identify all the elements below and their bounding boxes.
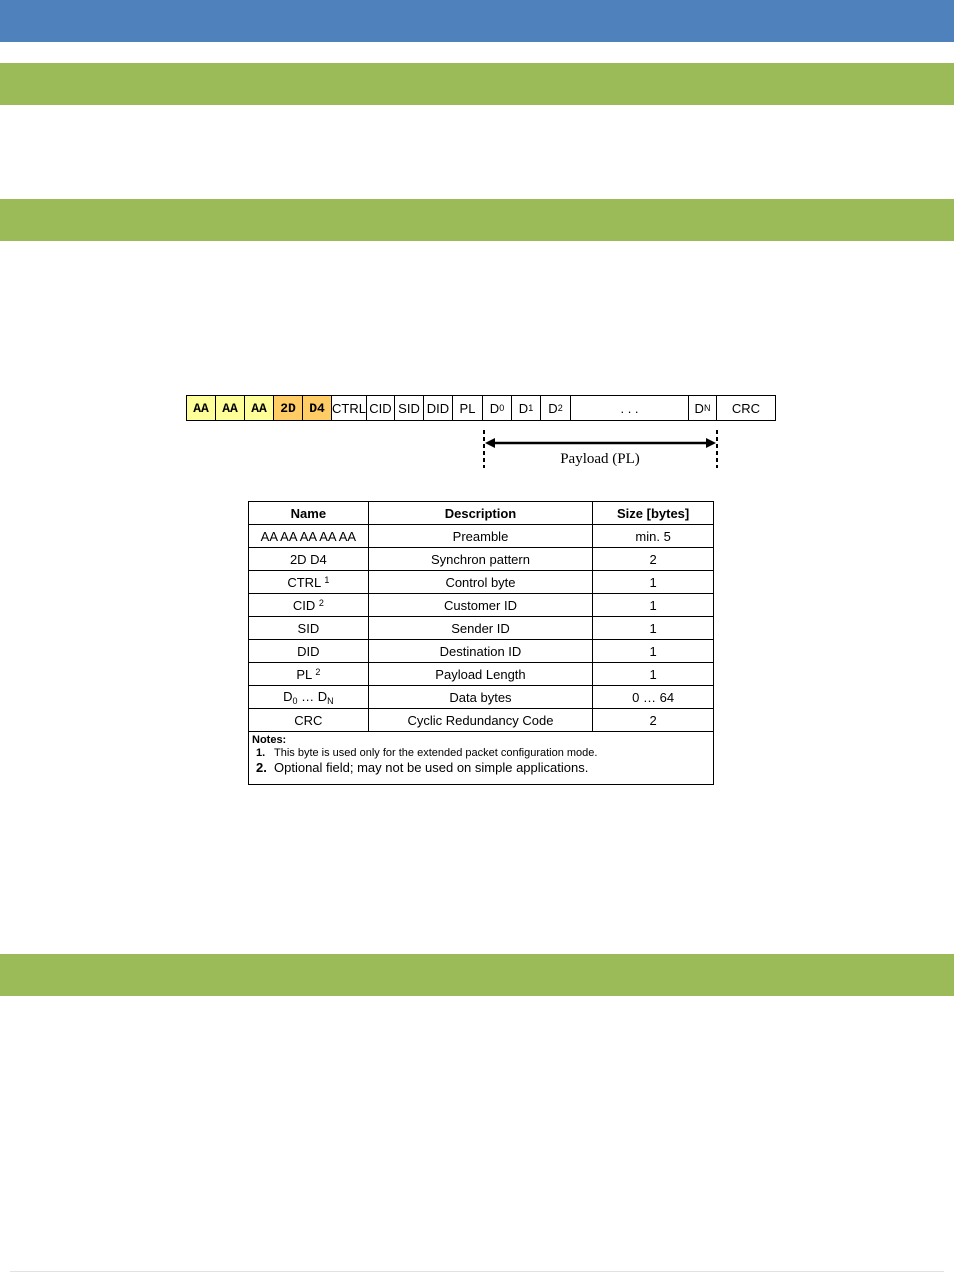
field-size: 2 [593, 709, 714, 732]
field-description: Control byte [368, 571, 593, 594]
field-size: 1 [593, 640, 714, 663]
table-row [249, 571, 714, 594]
packet-cell-cid: CID [366, 395, 395, 421]
field-description: Cyclic Redundancy Code [368, 709, 593, 732]
table-row [249, 663, 714, 686]
field-size: min. 5 [593, 525, 714, 548]
field-name: DID [249, 640, 369, 663]
packet-cell-crc: CRC [716, 395, 776, 421]
field-description: Payload Length [368, 663, 593, 686]
packet-cell-pl: PL [452, 395, 483, 421]
packet-cell-d1: D 1 [511, 395, 541, 421]
packet-cell-dn: D N [688, 395, 717, 421]
table-row [249, 594, 714, 617]
table-row [249, 686, 714, 709]
packet-cell-d0: D 0 [482, 395, 512, 421]
field-name: CTRL $^1$ [249, 571, 369, 594]
header-name: Name [249, 502, 369, 525]
field-size: 1 [593, 571, 714, 594]
section-band-1 [0, 63, 954, 105]
section-band-2 [0, 199, 954, 241]
field-description: Data bytes [368, 686, 593, 709]
table-notes [248, 732, 714, 785]
notes-title: Notes: [252, 734, 287, 746]
payload-label: Payload (PL) [560, 451, 640, 467]
table-row [249, 617, 714, 640]
table-row [249, 640, 714, 663]
field-size: 2 [593, 548, 714, 571]
packet-cell-preamble-2: AA [215, 395, 245, 421]
field-size: 1 [593, 617, 714, 640]
field-name: $D_0$ … $D_N$ [249, 686, 369, 709]
packet-cell-ellipsis: . . . [570, 395, 689, 421]
field-name: 2D D4 [249, 548, 369, 571]
field-name: PL $^2$ [249, 663, 369, 686]
packet-cell-did: DID [423, 395, 453, 421]
footer-divider [10, 1271, 944, 1272]
packet-cell-sid: SID [394, 395, 424, 421]
header-size: Size [bytes] [593, 502, 714, 525]
header-description: Description [368, 502, 593, 525]
table-header-row [249, 502, 714, 525]
packet-cell-ctrl: CTRL [331, 395, 367, 421]
packet-cell-preamble-1: AA [186, 395, 216, 421]
packet-cell-sync-d4: D4 [302, 395, 332, 421]
packet-cell-sync-2d: 2D [273, 395, 303, 421]
top-header-bar [0, 0, 954, 42]
field-description: Preamble [368, 525, 593, 548]
table-row [249, 709, 714, 732]
table-row [249, 548, 714, 571]
field-description: Sender ID [368, 617, 593, 640]
packet-cell-preamble-3: AA [244, 395, 274, 421]
field-size: 0 … 64 [593, 686, 714, 709]
note-item-2: 2. Optional field; may not be used on simple applications. [256, 760, 589, 775]
field-name: CRC [249, 709, 369, 732]
table-row [249, 525, 714, 548]
field-description: Destination ID [368, 640, 593, 663]
field-description: Customer ID [368, 594, 593, 617]
field-size: 1 [593, 663, 714, 686]
field-name: AA AA AA AA AA [249, 525, 369, 548]
field-name: SID [249, 617, 369, 640]
packet-fields-table [248, 501, 714, 785]
section-band-3 [0, 954, 954, 996]
note-item-1: 1. This byte is used only for the extended packet configuration mode. [256, 747, 598, 759]
field-name: CID $^2$ [249, 594, 369, 617]
field-description: Synchron pattern [368, 548, 593, 571]
field-size: 1 [593, 594, 714, 617]
packet-cell-d2: D 2 [540, 395, 571, 421]
